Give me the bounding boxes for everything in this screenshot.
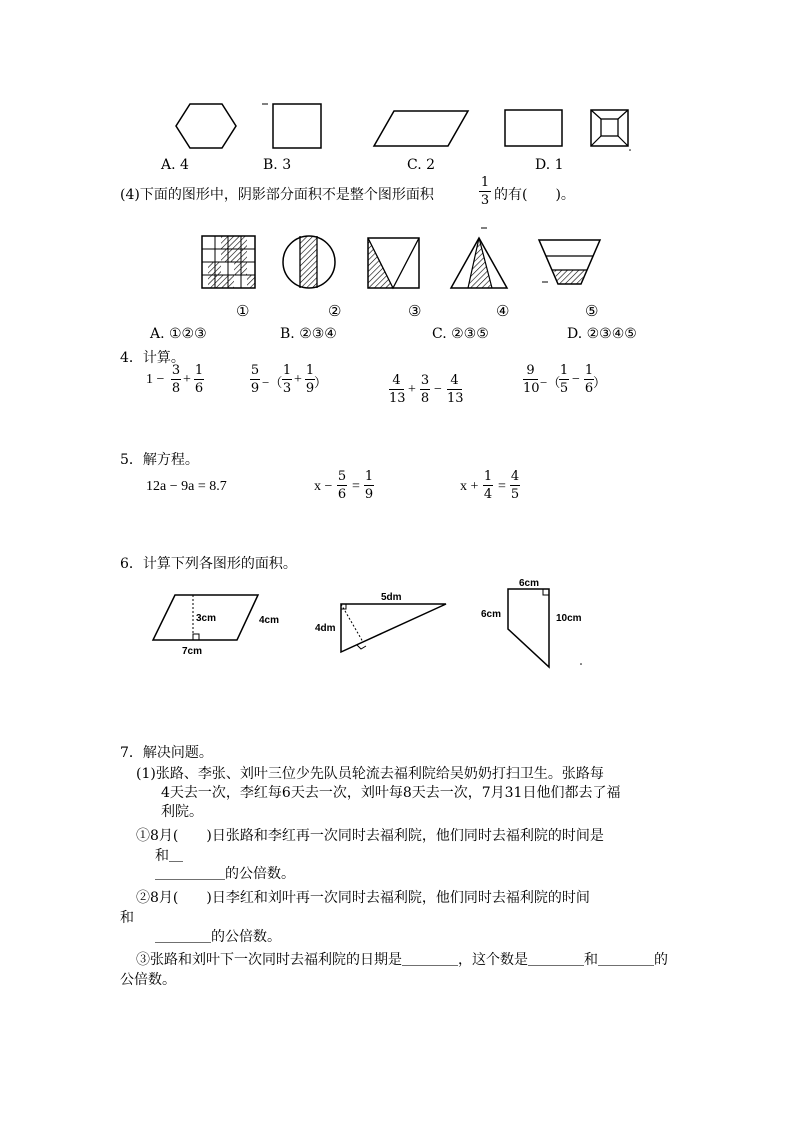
calc2-close: ） bbox=[314, 375, 328, 390]
q4-option-d: D. ②③④⑤ bbox=[567, 326, 637, 342]
problem1-line1: (1)张路、李张、刘叶三位少先队员轮流去福利院给吴奶奶打扫卫生。张路每 bbox=[136, 766, 604, 782]
fig1-side-label: 4cm bbox=[259, 615, 280, 626]
section4-title: 4．计算。 bbox=[120, 350, 185, 366]
eq2-eq: = bbox=[352, 479, 360, 494]
question1-line1: ①8月( )日张路和李红再一次同时去福利院，他们同时去福利院的时间是 bbox=[136, 828, 604, 844]
section6-title: 6．计算下列各图形的面积。 bbox=[120, 556, 297, 572]
q4-option-a: A. ①②③ bbox=[150, 326, 207, 342]
equation-1: 12a − 9a = 8.7 bbox=[146, 479, 227, 494]
fig3-top-label: 6cm bbox=[519, 578, 540, 589]
calc4-op1: −（ bbox=[540, 375, 561, 390]
calc2-frac3-num: 1 bbox=[305, 363, 315, 378]
calc1-op: + bbox=[183, 372, 191, 387]
eq3-frac2-num: 4 bbox=[510, 469, 520, 484]
calc2-frac3-den: 9 bbox=[305, 381, 315, 396]
fig3-right-label: 10cm bbox=[556, 613, 582, 624]
calc3-frac3-num: 4 bbox=[450, 373, 459, 388]
question3-line2: 公倍数。 bbox=[120, 972, 176, 988]
q4-frac-num: 1 bbox=[480, 175, 490, 190]
eq3-lead: x + bbox=[460, 479, 479, 494]
eq2-lead: x − bbox=[314, 479, 333, 494]
figure-label-3: ③ bbox=[408, 302, 422, 320]
figure-label-1: ① bbox=[236, 302, 250, 320]
question2-line2: 和 bbox=[120, 910, 134, 926]
q4-option-c: C. ②③⑤ bbox=[432, 326, 489, 342]
figure-label-5: ⑤ bbox=[585, 302, 599, 320]
calc4-frac3-den: 6 bbox=[584, 381, 594, 396]
question2-line3: ＿＿＿＿的公倍数。 bbox=[155, 929, 281, 945]
problem1-line3: 利院。 bbox=[161, 804, 203, 820]
calc4-frac3-num: 1 bbox=[584, 363, 594, 378]
calc1-frac2-num: 1 bbox=[194, 363, 204, 378]
calc3-frac1-num: 4 bbox=[392, 373, 401, 388]
calc2-frac2-den: 3 bbox=[282, 381, 292, 396]
calc2-frac1-num: 5 bbox=[250, 363, 260, 378]
eq3-frac1-den: 4 bbox=[483, 487, 493, 502]
question1-line3: ＿＿＿＿＿的公倍数。 bbox=[155, 866, 295, 882]
eq2-frac2-den: 9 bbox=[364, 487, 374, 502]
calc2-frac2-num: 1 bbox=[282, 363, 292, 378]
calc3-op1: + bbox=[408, 382, 416, 397]
eq2-frac1-num: 5 bbox=[337, 469, 347, 484]
calc3-frac2-den: 8 bbox=[420, 391, 430, 406]
section7-title: 7．解决问题。 bbox=[120, 745, 213, 761]
section5-title: 5．解方程。 bbox=[120, 452, 199, 468]
calc4-op2: − bbox=[572, 372, 580, 387]
calc4-frac1-den: 10 bbox=[523, 381, 540, 396]
eq3-eq: = bbox=[498, 479, 506, 494]
fig2-top-label: 5dm bbox=[381, 592, 402, 603]
calc2-op2: + bbox=[294, 372, 302, 387]
eq3-frac2-den: 5 bbox=[510, 487, 520, 502]
q3-option-b: B. 3 bbox=[263, 157, 292, 173]
calc4-frac2-den: 5 bbox=[559, 381, 569, 396]
calc3-frac3-den: 13 bbox=[447, 391, 464, 406]
fig1-height-label: 3cm bbox=[196, 613, 217, 624]
question1-line2: 和＿ bbox=[155, 848, 183, 864]
q3-option-a: A. 4 bbox=[161, 157, 189, 173]
problem1-line2: 4天去一次，李红每6天去一次，刘叶每8天去一次，7月31日他们都去了福 bbox=[161, 785, 621, 801]
eq2-frac1-den: 6 bbox=[337, 487, 347, 502]
calc4-frac1-num: 9 bbox=[526, 363, 535, 378]
calc1-frac1-num: 3 bbox=[171, 363, 181, 378]
fig2-left-label: 4dm bbox=[315, 623, 336, 634]
q3-option-c: C. 2 bbox=[407, 157, 436, 173]
q4-frac-den: 3 bbox=[480, 193, 490, 208]
calc3-frac2-num: 3 bbox=[420, 373, 430, 388]
calc1-frac2-den: 6 bbox=[194, 381, 204, 396]
q4-stem-prefix: (4)下面的图形中，阴影部分面积不是整个图形面积 bbox=[120, 187, 434, 203]
q3-option-d: D. 1 bbox=[535, 157, 564, 173]
figure-label-4: ④ bbox=[496, 302, 510, 320]
fig1-base-label: 7cm bbox=[182, 646, 203, 657]
calc2-frac1-den: 9 bbox=[250, 381, 260, 396]
figure-label-2: ② bbox=[328, 302, 342, 320]
calc1-frac1-den: 8 bbox=[171, 381, 181, 396]
q4-stem-suffix: 的有( )。 bbox=[494, 187, 575, 203]
q4-option-b: B. ②③④ bbox=[280, 326, 337, 342]
eq2-frac2-num: 1 bbox=[364, 469, 374, 484]
calc4-frac2-num: 1 bbox=[559, 363, 569, 378]
calc3-frac1-den: 13 bbox=[389, 391, 406, 406]
eq3-frac1-num: 1 bbox=[483, 469, 493, 484]
question3-line1: ③张路和刘叶下一次同时去福利院的日期是＿＿＿＿，这个数是＿＿＿＿和＿＿＿＿的 bbox=[136, 952, 668, 968]
calc4-close: ） bbox=[593, 375, 607, 390]
fig3-left-label: 6cm bbox=[481, 609, 502, 620]
question2-line1: ②8月( )日李红和刘叶再一次同时去福利院，他们同时去福利院的时间 bbox=[136, 890, 590, 906]
calc1-lead: 1 − bbox=[146, 372, 165, 387]
calc3-op2: − bbox=[434, 382, 442, 397]
calc2-op1: −（ bbox=[262, 375, 283, 390]
